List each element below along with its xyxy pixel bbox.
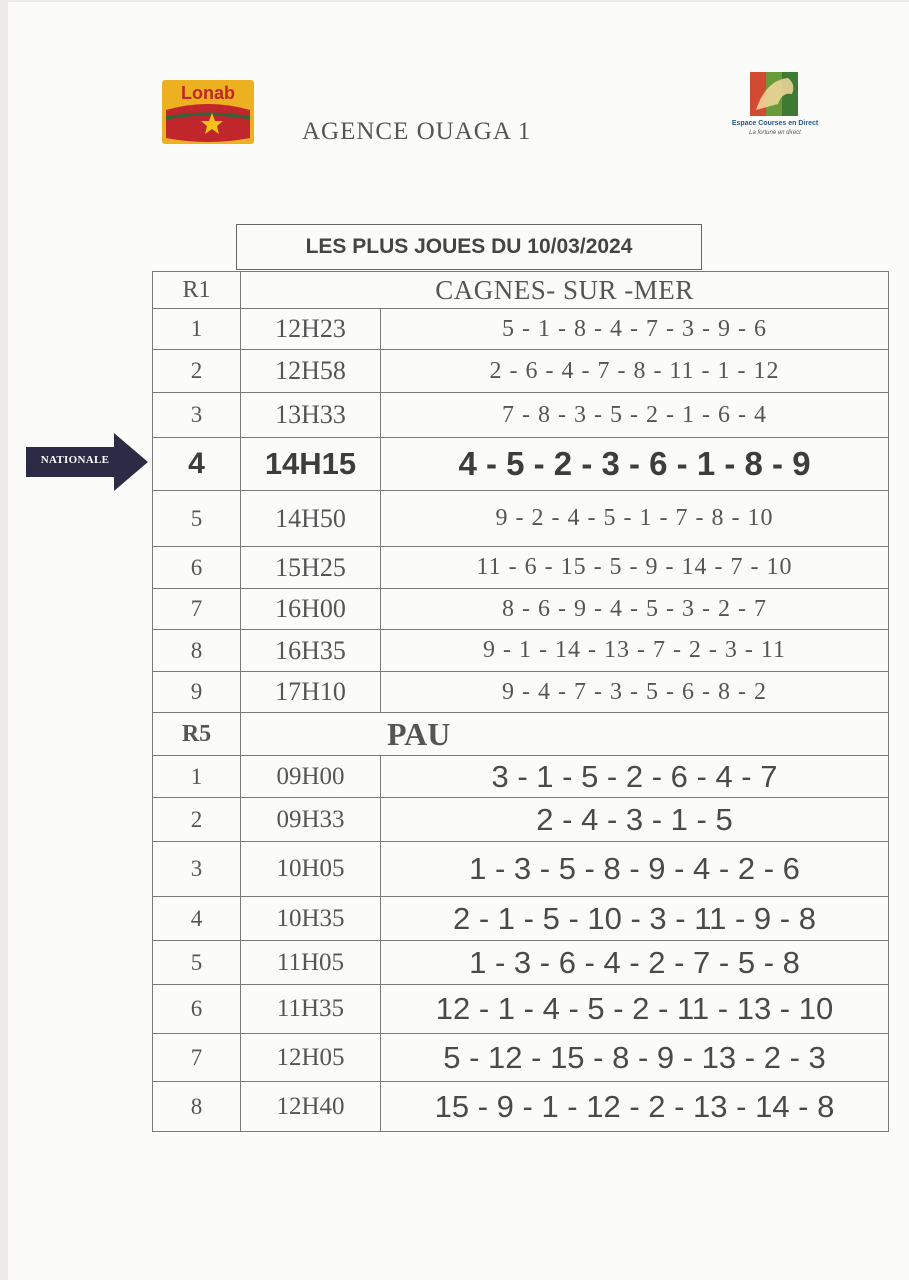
race-time: 12H40: [241, 1082, 381, 1132]
race-combination: 1 - 3 - 6 - 4 - 2 - 7 - 5 - 8: [381, 941, 889, 985]
race-time: 14H50: [241, 491, 381, 547]
logo-slogan: La fortune en direct: [749, 130, 801, 136]
race-row: [153, 491, 889, 547]
logo-tagline: Espace Courses en Direct: [731, 120, 819, 127]
race-combination: 11 - 6 - 15 - 5 - 9 - 14 - 7 - 10: [381, 547, 889, 589]
race-combination: 9 - 4 - 7 - 3 - 5 - 6 - 8 - 2: [381, 672, 889, 713]
race-time: 12H58: [241, 350, 381, 393]
race-time: 16H00: [241, 589, 381, 630]
meeting-header-row: [153, 272, 889, 309]
meeting-label: R1: [153, 272, 241, 309]
race-number: 7: [153, 589, 241, 630]
race-combination: 5 - 12 - 15 - 8 - 9 - 13 - 2 - 3: [381, 1034, 889, 1082]
race-row: [153, 630, 889, 672]
race-time: 09H00: [241, 756, 381, 798]
race-combination: 9 - 2 - 4 - 5 - 1 - 7 - 8 - 10: [381, 491, 889, 547]
race-number: 6: [153, 547, 241, 589]
race-combination: 2 - 6 - 4 - 7 - 8 - 11 - 1 - 12: [381, 350, 889, 393]
race-combination: 9 - 1 - 14 - 13 - 7 - 2 - 3 - 11: [381, 630, 889, 672]
nationale-label: NATIONALE: [40, 454, 110, 466]
race-row: [153, 350, 889, 393]
venue-name: PAU: [241, 713, 889, 756]
race-row: [153, 985, 889, 1034]
horse-mark-icon: [722, 70, 828, 118]
lonab-logo: [162, 80, 254, 144]
race-combination: 1 - 3 - 5 - 8 - 9 - 4 - 2 - 6: [381, 842, 889, 897]
race-time: 10H35: [241, 897, 381, 941]
race-row: [153, 897, 889, 941]
race-row: [153, 941, 889, 985]
race-combination: 5 - 1 - 8 - 4 - 7 - 3 - 9 - 6: [381, 309, 889, 350]
race-time: 10H05: [241, 842, 381, 897]
race-number: 5: [153, 491, 241, 547]
race-number: 8: [153, 630, 241, 672]
race-number: 2: [153, 798, 241, 842]
race-time: 12H23: [241, 309, 381, 350]
race-row: [153, 393, 889, 438]
race-time: 13H33: [241, 393, 381, 438]
race-row-highlighted: [153, 438, 889, 491]
meeting-header-row: [153, 713, 889, 756]
document-title: LES PLUS JOUES DU 10/03/2024: [236, 224, 702, 270]
race-row: [153, 1082, 889, 1132]
races-table: [152, 271, 889, 1132]
race-combination: 12 - 1 - 4 - 5 - 2 - 11 - 13 - 10: [381, 985, 889, 1034]
venue-name: CAGNES- SUR -MER: [241, 272, 889, 309]
race-number: 7: [153, 1034, 241, 1082]
race-row: [153, 672, 889, 713]
race-combination: 7 - 8 - 3 - 5 - 2 - 1 - 6 - 4: [381, 393, 889, 438]
race-row: [153, 756, 889, 798]
race-number: 9: [153, 672, 241, 713]
race-number: 1: [153, 756, 241, 798]
race-time: 17H10: [241, 672, 381, 713]
race-row: [153, 547, 889, 589]
race-combination: 3 - 1 - 5 - 2 - 6 - 4 - 7: [381, 756, 889, 798]
race-number: 5: [153, 941, 241, 985]
race-row: [153, 309, 889, 350]
race-time: 15H25: [241, 547, 381, 589]
race-number: 6: [153, 985, 241, 1034]
race-combination: 2 - 4 - 3 - 1 - 5: [381, 798, 889, 842]
race-combination: 2 - 1 - 5 - 10 - 3 - 11 - 9 - 8: [381, 897, 889, 941]
agency-name: AGENCE OUAGA 1: [302, 118, 532, 145]
espace-courses-logo: [722, 70, 828, 140]
race-combination: 8 - 6 - 9 - 4 - 5 - 3 - 2 - 7: [381, 589, 889, 630]
race-number: 2: [153, 350, 241, 393]
race-time: 14H15: [241, 438, 381, 491]
race-number: 4: [153, 438, 241, 491]
race-row: [153, 589, 889, 630]
race-number: 1: [153, 309, 241, 350]
race-number: 3: [153, 393, 241, 438]
race-time: 11H05: [241, 941, 381, 985]
race-time: 16H35: [241, 630, 381, 672]
race-time: 11H35: [241, 985, 381, 1034]
race-row: [153, 842, 889, 897]
lonab-logo-text: Lonab: [181, 83, 235, 103]
race-combination: 15 - 9 - 1 - 12 - 2 - 13 - 14 - 8: [381, 1082, 889, 1132]
race-time: 09H33: [241, 798, 381, 842]
meeting-label: R5: [153, 713, 241, 756]
race-number: 4: [153, 897, 241, 941]
race-number: 8: [153, 1082, 241, 1132]
race-combination: 4 - 5 - 2 - 3 - 6 - 1 - 8 - 9: [381, 438, 889, 491]
race-number: 3: [153, 842, 241, 897]
race-time: 12H05: [241, 1034, 381, 1082]
race-row: [153, 798, 889, 842]
race-row: [153, 1034, 889, 1082]
